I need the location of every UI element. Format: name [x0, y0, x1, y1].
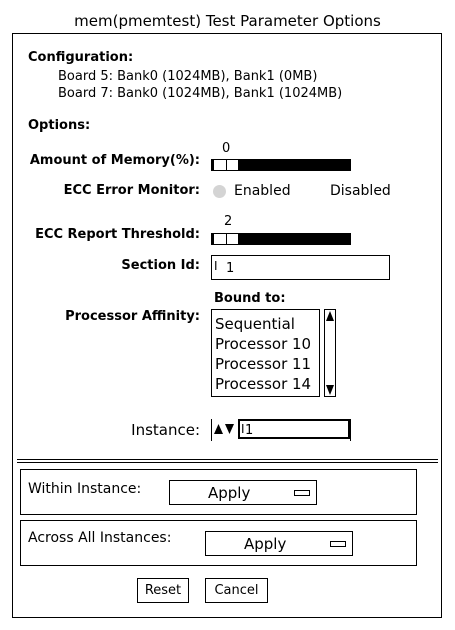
text-cursor-icon: I — [241, 422, 245, 436]
list-scrollbar[interactable] — [324, 309, 336, 397]
ecc-threshold-slider-thumb[interactable] — [213, 233, 239, 245]
instance-value: 1 — [245, 423, 254, 438]
list-item[interactable]: Processor 11 — [215, 355, 312, 373]
configuration-heading: Configuration: — [28, 50, 134, 65]
up-arrow-icon[interactable] — [214, 424, 223, 434]
menu-indicator-icon — [294, 490, 310, 496]
ecc-disabled-label[interactable]: Disabled — [330, 183, 391, 199]
window-title: mem(pmemtest) Test Parameter Options — [74, 12, 381, 30]
section-id-value: 1 — [226, 261, 235, 276]
separator — [17, 462, 438, 463]
section-id-label: Section Id: — [121, 258, 200, 273]
within-instance-apply-label: Apply — [208, 484, 251, 502]
instance-label: Instance: — [131, 421, 200, 439]
memory-label: Amount of Memory(%): — [29, 153, 200, 168]
options-heading: Options: — [28, 118, 91, 133]
processor-affinity-list[interactable] — [211, 309, 320, 397]
memory-value: 0 — [222, 141, 231, 156]
across-instances-label: Across All Instances: — [28, 530, 172, 546]
within-instance-label: Within Instance: — [28, 481, 142, 497]
up-arrow-icon[interactable] — [326, 311, 334, 321]
cancel-button[interactable]: Cancel — [205, 578, 268, 603]
text-cursor-icon: I — [214, 259, 218, 273]
processor-affinity-label: Processor Affinity: — [65, 309, 200, 324]
section-id-input[interactable] — [211, 255, 390, 280]
instance-input[interactable] — [238, 419, 350, 439]
memory-slider-thumb[interactable] — [213, 159, 239, 171]
configuration-line: Board 5: Bank0 (1024MB), Bank1 (0MB) — [58, 69, 318, 84]
title-bar — [0, 0, 455, 35]
ecc-enabled-radio[interactable] — [213, 185, 226, 198]
down-arrow-icon[interactable] — [225, 424, 234, 434]
list-item[interactable]: Processor 14 — [215, 375, 312, 393]
list-item[interactable]: Processor 10 — [215, 335, 312, 353]
ecc-threshold-label: ECC Report Threshold: — [35, 227, 200, 242]
ecc-enabled-label[interactable]: Enabled — [234, 183, 291, 199]
across-instances-apply-label: Apply — [244, 535, 287, 553]
reset-button[interactable]: Reset — [137, 578, 189, 603]
within-instance-apply-button[interactable] — [169, 480, 317, 505]
list-item[interactable]: Sequential — [215, 315, 295, 333]
down-arrow-icon[interactable] — [326, 385, 334, 395]
ecc-threshold-value: 2 — [224, 214, 233, 229]
separator — [17, 459, 438, 460]
bound-to-label: Bound to: — [214, 291, 286, 306]
across-instances-apply-button[interactable] — [205, 531, 353, 556]
instance-spinner[interactable] — [211, 419, 351, 441]
ecc-monitor-label: ECC Error Monitor: — [63, 183, 200, 198]
configuration-line: Board 7: Bank0 (1024MB), Bank1 (1024MB) — [58, 86, 343, 101]
menu-indicator-icon — [330, 541, 346, 547]
